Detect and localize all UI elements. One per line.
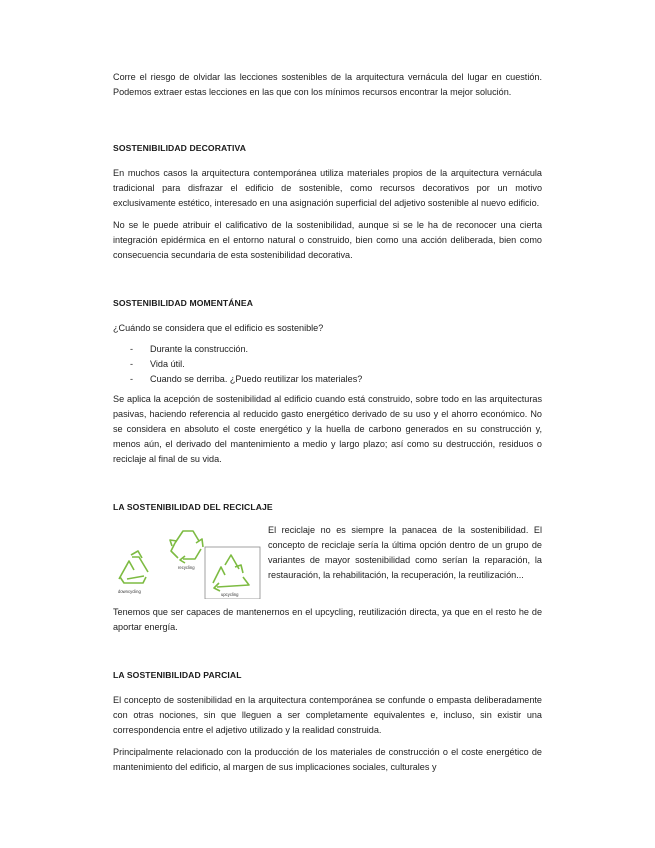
upcycling-icon bbox=[213, 555, 249, 591]
parcial-paragraph-2: Principalmente relacionado con la producción de los materiales de construcción o el coste energético de mantenimiento del edificio, al margen de sus implicaciones sociales, culturales y bbox=[113, 747, 542, 772]
list-item: - Durante la construcción. bbox=[130, 344, 249, 354]
list-item: - Cuando se derriba. ¿Puedo reutilizar los materiales? bbox=[130, 374, 363, 384]
heading-sostenibilidad-momentanea: SOSTENIBILIDAD MOMENTÁNEA bbox=[113, 298, 253, 308]
list-item: - Vida útil. bbox=[130, 359, 185, 369]
recycling-diagram bbox=[113, 525, 263, 599]
downcycling-label: downcycling bbox=[118, 589, 141, 594]
momentanea-paragraph-1: Se aplica la acepción de sostenibilidad al edificio cuando está construido, sobre todo en las arquitecturas pasivas, haciendo referencia al reducido gasto energético derivado de su uso y el ahorro económico. No se considera en absoluto el coste energético y la huella de carbono generados en su construcción y, menos aún, el derivado del mantenimiento a medio y largo plazo; así como su destrucción, residuos o reciclaje al final de su vida. bbox=[113, 394, 542, 464]
heading-sostenibilidad-reciclaje: LA SOSTENIBILIDAD DEL RECICLAJE bbox=[113, 502, 273, 512]
upcycling-label: upcycling bbox=[221, 592, 239, 597]
downcycling-icon bbox=[119, 551, 148, 583]
decorativa-paragraph-2: No se le puede atribuir el calificativo de la sostenibilidad, aunque si se le ha de reconocer una cierta integración epidérmica en el entorno natural o construido, bien como una acción deliberada, bien como consecuencia secundaria de esta sostenibilidad decorativa. bbox=[113, 220, 542, 260]
momentanea-question: ¿Cuándo se considera que el edificio es sostenible? bbox=[113, 323, 324, 333]
reciclaje-block bbox=[113, 525, 542, 599]
parcial-paragraph-1: El concepto de sostenibilidad en la arquitectura contemporánea se confunde o empasta deliberadamente con otras nociones, sin que lleguen a ser completamente equivalentes e, incluso, sin existir una correspondencia entre el adjetivo utilizado y la realidad construida. bbox=[113, 695, 542, 735]
heading-sostenibilidad-parcial: LA SOSTENIBILIDAD PARCIAL bbox=[113, 670, 242, 680]
recycling-icon bbox=[170, 531, 203, 563]
heading-sostenibilidad-decorativa: SOSTENIBILIDAD DECORATIVA bbox=[113, 143, 246, 153]
reciclaje-paragraph-2: Tenemos que ser capaces de mantenernos en el upcycling, reutilización directa, ya que en el resto he de aportar energía. bbox=[113, 607, 542, 632]
intro-paragraph: Corre el riesgo de olvidar las lecciones sostenibles de la arquitectura vernácula del lugar en cuestión. Podemos extraer estas lecciones en las que con los mínimos recursos encontrar la mejor solución. bbox=[113, 72, 542, 97]
momentanea-list bbox=[113, 342, 542, 387]
reciclaje-paragraph-1: El reciclaje no es siempre la panacea de la sostenibilidad. El concepto de reciclaje sería la última opción dentro de un grupo de variantes de mayor sostenibilidad como serían la reparación, la restauración, la rehabilitación, la recuperación, la reutilización... bbox=[268, 525, 542, 580]
page-content bbox=[113, 70, 542, 775]
decorativa-paragraph-1: En muchos casos la arquitectura contemporánea utiliza materiales propios de la arquitectura vernácula tradicional para disfrazar el edificio de sostenible, como recursos decorativos por un motivo exclusivamente estético, interesado en una asignación superficial del adjetivo sostenible al nuevo edificio. bbox=[113, 168, 542, 208]
recycling-label: recycling bbox=[178, 565, 195, 570]
